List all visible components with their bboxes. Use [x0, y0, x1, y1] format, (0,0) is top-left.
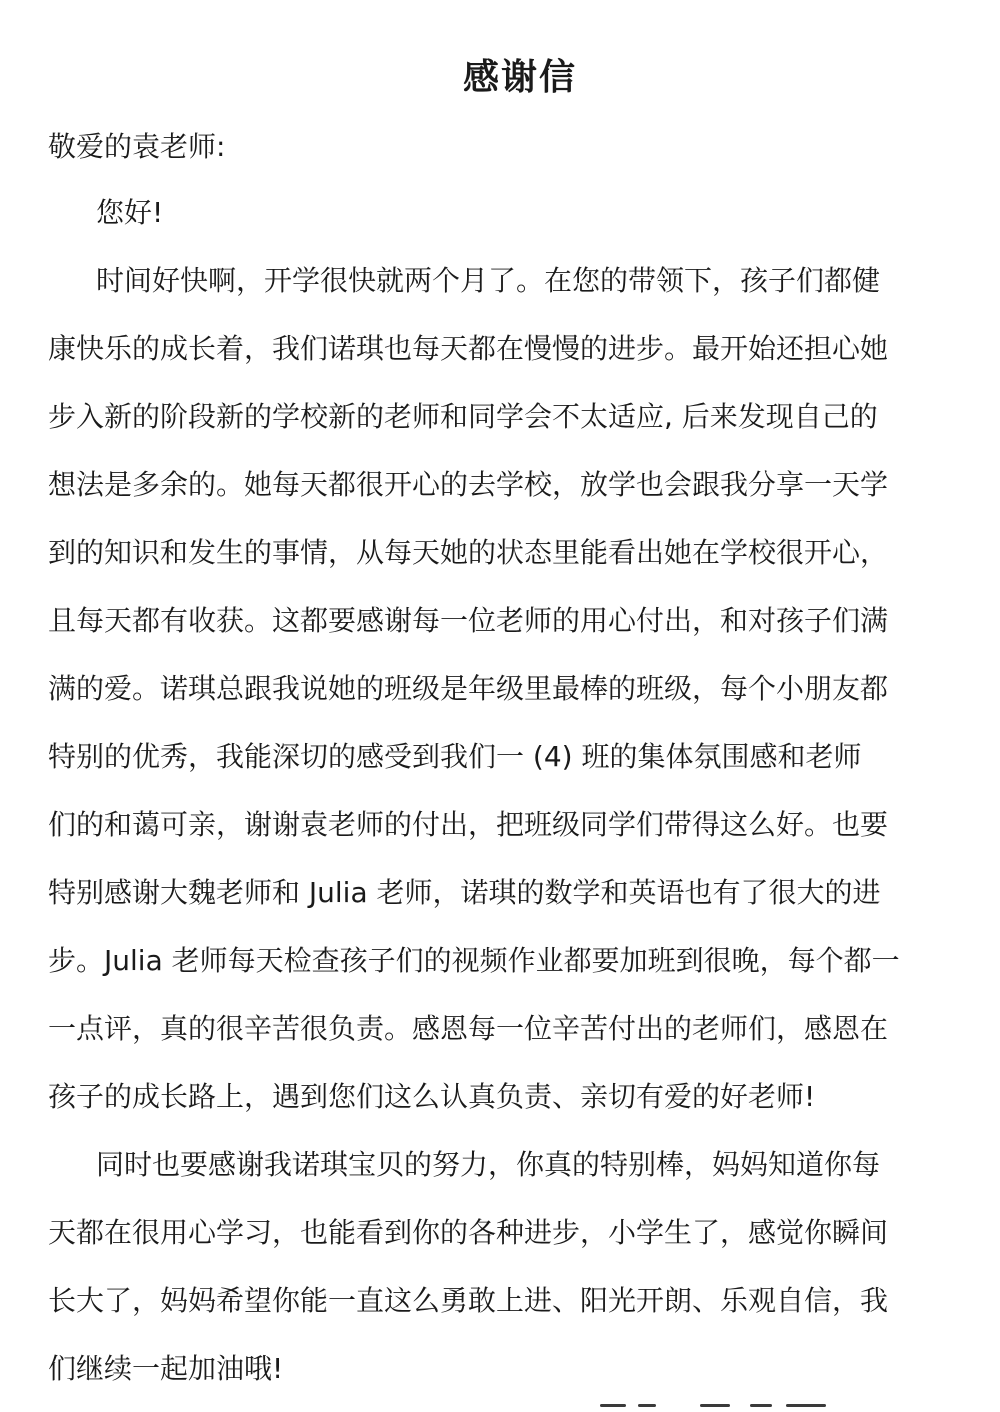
letter-line: 到的知识和发生的事情，从每天她的状态里能看出她在学校很开心， [48, 536, 889, 569]
letter-line: 特别感谢大魏老师和 Julia 老师，诺琪的数学和英语也有了很大的进 [48, 876, 881, 909]
letter-salutation: 敬爱的袁老师: [48, 130, 226, 163]
letter-line: 满的爱。诺琪总跟我说她的班级是年级里最棒的班级，每个小朋友都 [48, 672, 889, 705]
letter-line: 步入新的阶段新的学校新的老师和同学会不太适应, 后来发现自己的 [48, 400, 878, 433]
letter-line: 步。Julia 老师每天检查孩子们的视频作业都要加班到很晚，每个都一 [48, 944, 900, 977]
letter-greeting: 您好! [96, 196, 164, 229]
letter-title: 感谢信 [462, 57, 577, 98]
letter-line: 康快乐的成长着，我们诺琪也每天都在慢慢的进步。最开始还担心她 [48, 332, 889, 365]
letter-line: 们的和蔼可亲，谢谢袁老师的付出，把班级同学们带得这么好。也要 [48, 808, 889, 841]
letter-line: 特别的优秀，我能深切的感受到我们一 (4) 班的集体氛围感和老师 [48, 740, 862, 773]
letter-line: 时间好快啊，开学很快就两个月了。在您的带领下，孩子们都健 [96, 264, 881, 297]
letter-line: 孩子的成长路上，遇到您们这么认真负责、亲切有爱的好老师! [48, 1080, 816, 1113]
cut-off-signature [560, 1398, 860, 1412]
letter-line: 同时也要感谢我诺琪宝贝的努力，你真的特别棒，妈妈知道你每 [96, 1148, 881, 1181]
letter-line: 长大了，妈妈希望你能一直这么勇敢上进、阳光开朗、乐观自信，我 [48, 1284, 889, 1317]
letter-line: 们继续一起加油哦! [48, 1352, 284, 1385]
letter-line: 且每天都有收获。这都要感谢每一位老师的用心付出，和对孩子们满 [48, 604, 889, 637]
letter-line: 天都在很用心学习，也能看到你的各种进步，小学生了，感觉你瞬间 [48, 1216, 889, 1249]
letter-line: 想法是多余的。她每天都很开心的去学校，放学也会跟我分享一天学 [48, 468, 889, 501]
letter-line: 一点评，真的很辛苦很负责。感恩每一位辛苦付出的老师们，感恩在 [48, 1012, 889, 1045]
